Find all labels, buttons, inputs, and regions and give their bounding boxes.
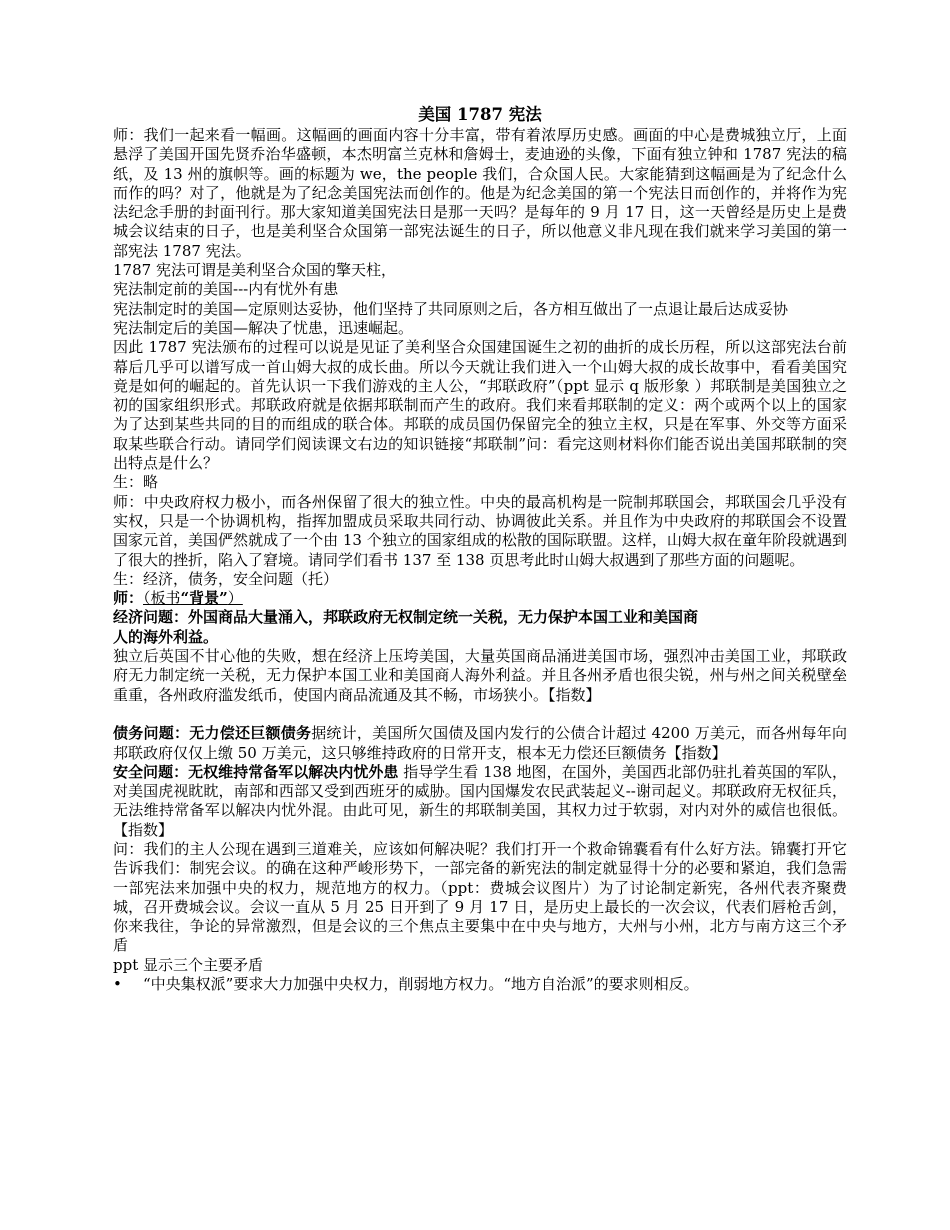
paragraph-after-constitution: 宪法制定后的美国—解决了忧患，迅速崛起。 <box>113 318 414 337</box>
board-note-open: （板书 <box>143 589 181 608</box>
document-title: 美国 1787 宪法 <box>418 105 542 124</box>
bullet-item <box>113 975 847 994</box>
paragraph-economic-detail: 独立后英国不甘心他的失败，想在经济上压垮美国，大量英国商品涌进美国市场，强烈冲击美国工业，邦联政府无力制定统一关税，无力保护本国工业和美国商人海外利益。并且各州矛盾也很尖锐，州与州之间关税壁垒重重，各州政府滥发纸币，使国内商品流通及其不畅，市场狭小。【指数】 <box>113 647 847 704</box>
paragraph-before-constitution: 宪法制定前的美国---内有忧外有患 <box>113 280 339 299</box>
heading-economic-problem: 经济问题：外国商品大量涌入，邦联政府无权制定统一关税，无力保护本国工业和美国商人的海外利益。 <box>113 608 699 646</box>
paragraph-teacher-explain: 师：中央政府权力极小，而各州保留了很大的独立性。中央的最高机构是一院制邦联国会，邦联国会几乎没有实权，只是一个协调机构，指挥加盟成员采取共同行动、协调彼此关系。并且作为中央政府的邦联国会不设置国家元首，美国俨然就成了一个由 13 个独立的国家组成的松散的国际联盟。这样，山姆大叔在童年阶段就遇到了很大的挫折，陷入了窘境。请同学们看书 137 至 138 页思考此时山姆大叔遇到了那些方面的问题呢。 <box>113 492 847 569</box>
blank-line <box>113 705 847 724</box>
paragraph-security-problem <box>113 763 847 840</box>
security-problem-detail: 指导学生看 138 地图，在国外，美国西北部仍驻扎着英国的军队，对美国虎视眈眈，南部和西部又受到西班牙的威胁。国内国爆发农民武装起义--谢司起义。邦联政府无权征兵，无法维持常备军以解决内忧外混。由此可见，新生的邦联制美国，其权力过于软弱，对内对外的威信也很低。【指数】 <box>113 762 847 839</box>
paragraph-student-answer-2: 生：经济，债务，安全问题（托） <box>113 569 339 588</box>
paragraph-convention: 问：我们的主人公现在遇到三道难关，应该如何解决呢？我们打开一个救命锦囊看有什么好方法。锦囊打开它告诉我们：制宪会议。的确在这种严峻形势下，一部完备的新宪法的制定就显得十分的必要和紧迫，我们急需一部宪法来加强中央的权力，规范地方的权力。（ppt：费城会议图片）为了讨论制定新宪，各州代表齐聚费城，召开费城会议。会议一直从 5 月 25 日开到了 9 月 17 日，是历史上最长的一次会议，代表们唇枪舌剑，你来我往，争论的异常激烈，但是会议的三个焦点主要集中在中央与地方，大州与小州，北方与南方这三个矛盾 <box>113 839 847 955</box>
debt-problem-detail: 据统计，美国所欠国债及国内发行的公债合计超过 4200 万美元，而各州每年向邦联政府仅仅上缴 50 万美元，这只够维持政府的日常开支，根本无力偿还巨额债务【指数】 <box>113 724 847 762</box>
bullet-dot: • <box>113 975 122 994</box>
document-page <box>113 105 847 994</box>
paragraph-student-answer-1: 生：略 <box>113 473 159 492</box>
paragraph-confederation: 因此 1787 宪法颁布的过程可以说是见证了美利坚合众国建国诞生之初的曲折的成长历程，所以这部宪法台前幕后几乎可以谱写成一首山姆大叔的成长曲。所以今天就让我们进入一个山姆大叔的成长故事中，看看美国究竟是如何的崛起的。首先认识一下我们游戏的主人公，“邦联政府”（ppt 显示 q 版形象 ）邦联制是美国独立之初的国家组织形式。邦联政府就是依据邦联制而产生的政府。我们来看邦联制的定义：两个或两个以上的国家为了达到某些共同的目的而组成的联合体。邦联的成员国仍保留完全的独立主权，只是在军事、外交等方面采取某些联合行动。请同学们阅读课文右边的知识链接“邦联制”问：看完这则材料你们能否说出美国邦联制的突出特点是什么？ <box>113 338 847 473</box>
board-note-speaker: 师： <box>113 589 144 608</box>
board-note-close: ） <box>227 589 243 608</box>
board-note-keyword: “背景” <box>180 589 228 608</box>
paragraph-debt-problem <box>113 724 847 763</box>
paragraph-ppt-note: ppt 显示三个主要矛盾 <box>113 955 264 974</box>
bullet-text: “中央集权派”要求大力加强中央权力，削弱地方权力。“地方自治派”的要求则相反。 <box>143 975 699 994</box>
heading-debt-problem: 债务问题：无力偿还巨额债务 <box>113 724 312 743</box>
heading-security-problem: 安全问题：无权维持常备军以解决内忧外患 <box>113 762 399 781</box>
paragraph-pillar: 1787 宪法可谓是美利坚合众国的擎天柱， <box>113 261 396 280</box>
paragraph-during-constitution: 宪法制定时的美国—定原则达妥协，他们坚持了共同原则之后，各方相互做出了一点退让最后达成妥协 <box>113 299 789 318</box>
paragraph-board-note <box>113 589 847 608</box>
paragraph-intro: 师：我们一起来看一幅画。这幅画的画面内容十分丰富，带有着浓厚历史感。画面的中心是费城独立厅，上面悬浮了美国开国先贤乔治华盛顿，本杰明富兰克林和詹姆士，麦迪逊的头像，下面有独立钟和 1787 宪法的稿纸，及 13 州的旗帜等。画的标题为 we，the people 我们，合众国人民。大家能猜到这幅画是为了纪念什么而作的吗？对了，他就是为了纪念美国宪法而创作的。他是为纪念美国的第一个宪法日而创作的，并将作为宪法纪念手册的封面刊行。那大家知道美国宪法日是那一天吗？是每年的 9 月 17 日，这一天曾经是历史上是费城会议结束的日子，也是美利坚合众国第一部宪法诞生的日子，所以他意义非凡现在我们就来学习美国的第一部宪法 1787 宪法。 <box>113 126 847 260</box>
